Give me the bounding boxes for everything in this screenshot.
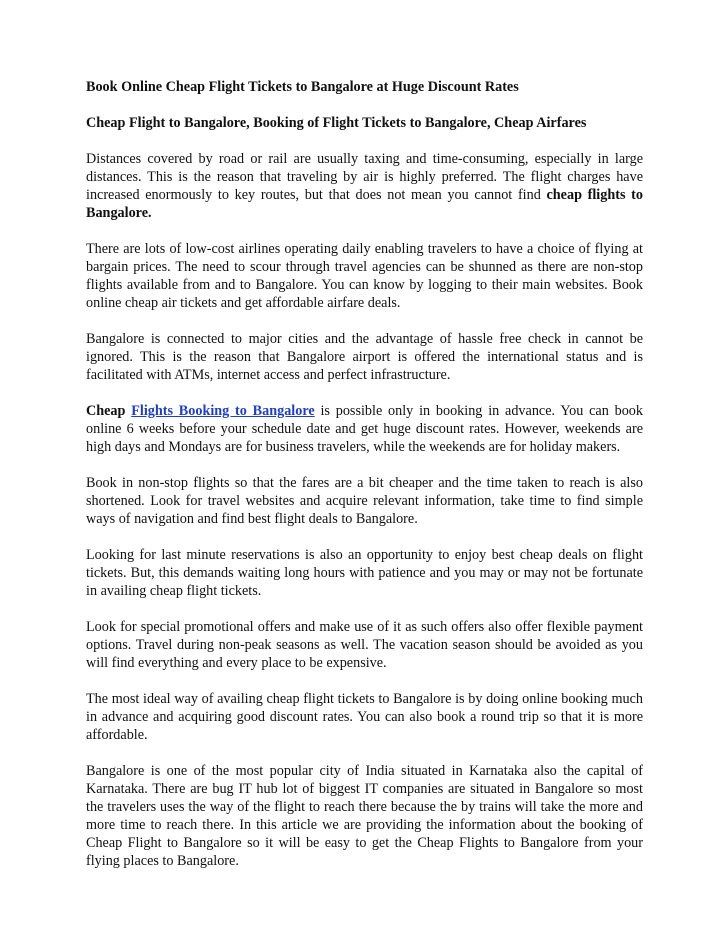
- paragraph-5: Book in non-stop flights so that the fares are a bit cheaper and the time taken to reach is also shortened. Look for travel websites and acquire relevant information, take time to find simple ways of navigation and find best flight deals to Bangalore.: [86, 475, 643, 527]
- paragraph-4-text: is possible only in booking in advance. You can book online 6 weeks before your schedule date and get huge discount rates. However, weekends are high days and Mondays are for business travelers, while the weekends are for holiday makers.: [86, 403, 643, 455]
- document-title: Book Online Cheap Flight Tickets to Bangalore at Huge Discount Rates: [86, 79, 519, 95]
- paragraph-6: Looking for last minute reservations is also an opportunity to enjoy best cheap deals on flight tickets. But, this demands waiting long hours with patience and you may or may not be fortunate in availing cheap flight tickets.: [86, 547, 643, 599]
- paragraph-8: The most ideal way of availing cheap flight tickets to Bangalore is by doing online booking much in advance and acquiring good discount rates. You can also book a round trip so that it is more affordable.: [86, 691, 643, 743]
- paragraph-9: Bangalore is one of the most popular city of India situated in Karnataka also the capital of Karnataka. There are bug IT hub lot of biggest IT companies are situated in Bangalore so most the travelers uses the way of the flight to reach there because the by trains will take the more and more time to reach there. In this article we are providing the information about the booking of Cheap Flight to Bangalore so it will be easy to get the Cheap Flights to Bangalore from your flying places to Bangalore.: [86, 763, 643, 869]
- flights-booking-link[interactable]: Flights Booking to Bangalore: [131, 403, 315, 419]
- paragraph-1-bold: cheap flights to Bangalore.: [86, 187, 643, 221]
- paragraph-7: Look for special promotional offers and make use of it as such offers also offer flexible payment options. Travel during non-peak seasons as well. The vacation season should be avoided as you will find everything and every place to be expensive.: [86, 619, 643, 671]
- paragraph-3: Bangalore is connected to major cities and the advantage of hassle free check in cannot be ignored. This is the reason that Bangalore airport is offered the international status and is facilitated with ATMs, internet access and perfect infrastructure.: [86, 331, 643, 383]
- document-page: [86, 78, 643, 888]
- paragraph-1: [86, 150, 643, 222]
- paragraph-1-text: Distances covered by road or rail are usually taxing and time-consuming, especially in large distances. This is the reason that traveling by air is highly preferred. The flight charges have increased enormously to key routes, but that does not mean you cannot find: [86, 151, 643, 203]
- paragraph-4-lead: Cheap: [86, 403, 126, 419]
- paragraph-2: There are lots of low-cost airlines operating daily enabling travelers to have a choice of flying at bargain prices. The need to scour through travel agencies can be shunned as there are non-stop flights available from and to Bangalore. You can know by logging to their main websites. Book online cheap air tickets and get affordable airfare deals.: [86, 241, 643, 311]
- document-subtitle: Cheap Flight to Bangalore, Booking of Flight Tickets to Bangalore, Cheap Airfares: [86, 115, 587, 131]
- paragraph-4: [86, 402, 643, 456]
